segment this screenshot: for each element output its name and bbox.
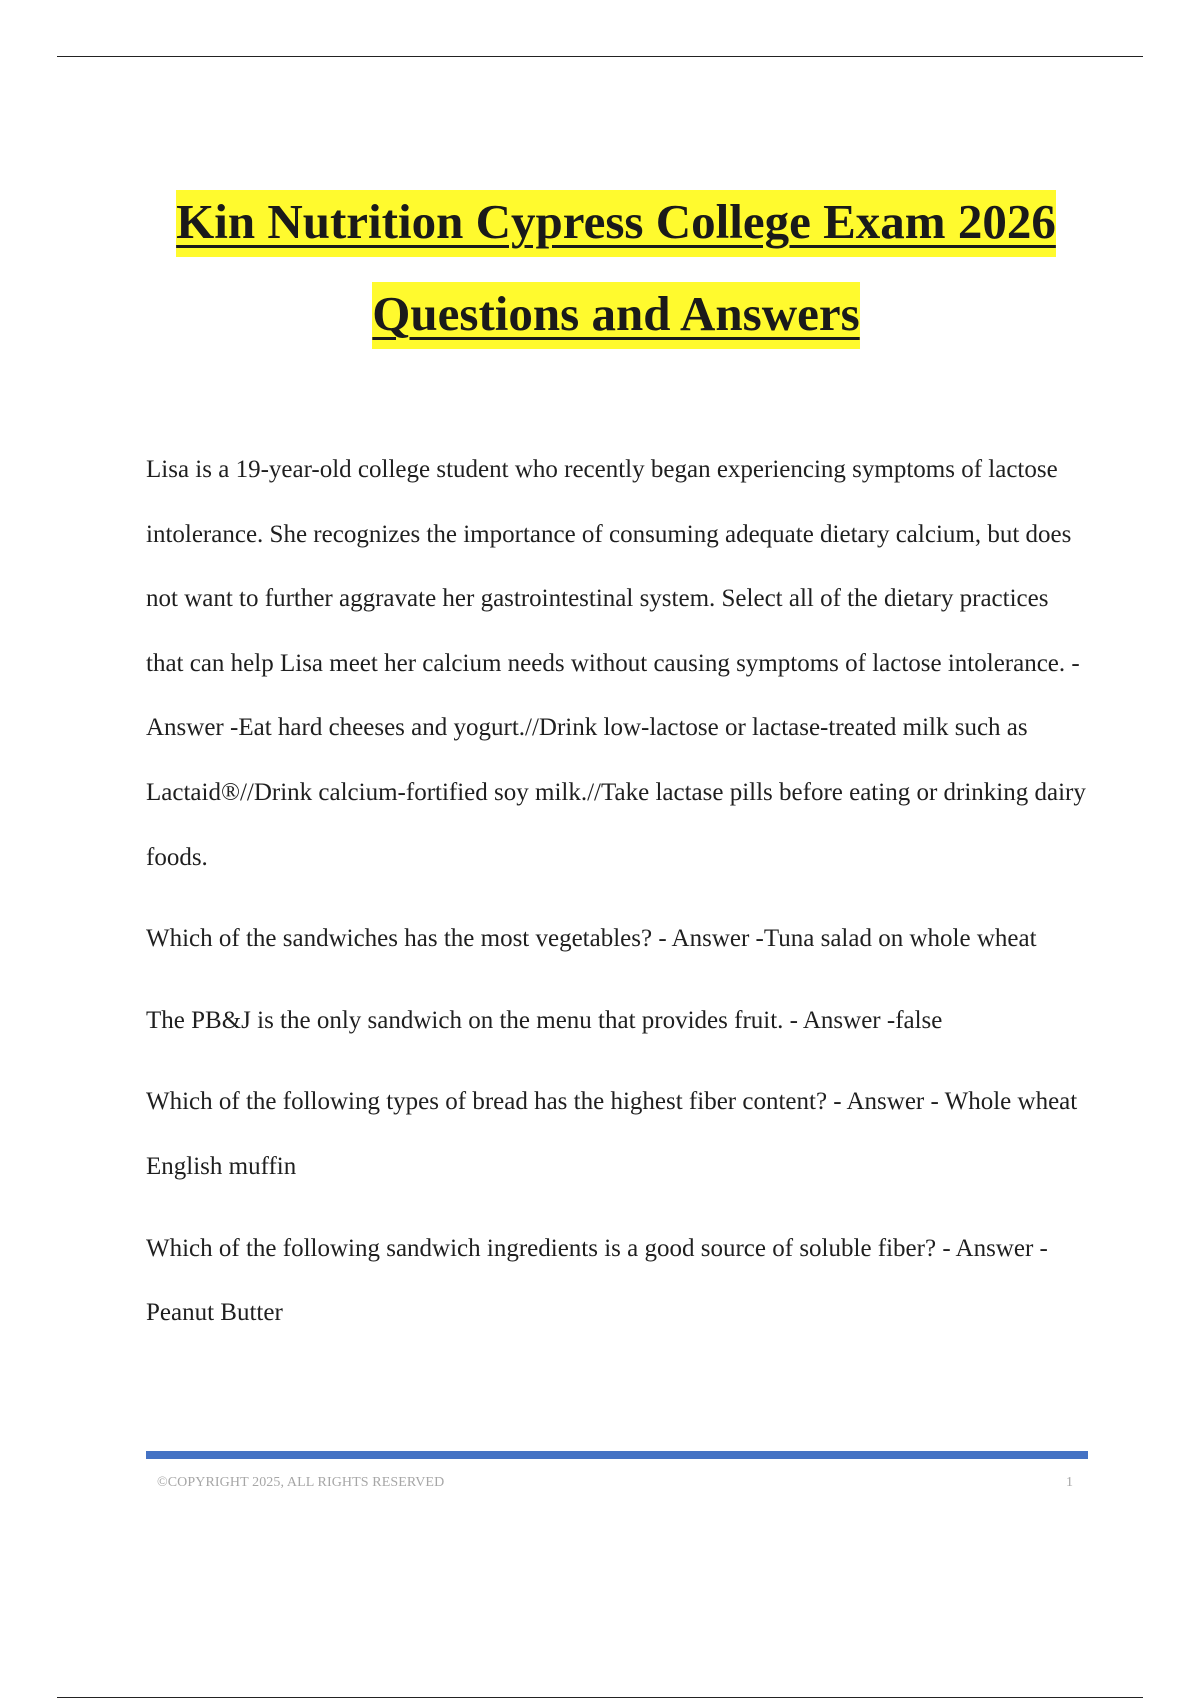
qa-item-soluble-fiber: Which of the following sandwich ingredients is a good source of soluble fiber? - Answer -Peanut Butter — [146, 1234, 1048, 1327]
qa-item-bread-fiber: Which of the following types of bread has the highest fiber content? - Answer - Whole wheat English muffin — [146, 1088, 1078, 1180]
title-line-2 — [146, 268, 1086, 360]
top-rule — [57, 56, 1143, 57]
bottom-rule — [57, 1697, 1143, 1698]
footer-page-number: 1 — [1066, 1475, 1073, 1490]
qa-item-lactose: Lisa is a 19-year-old college student who recently began experiencing symptoms of lactose intolerance. She recognizes the importance of consuming adequate dietary calcium, but does not want to further aggravate her gastrointestinal system. Select all of the dietary practices that can help Lisa meet her calcium needs without causing symptoms of lactose intolerance. - Answer -Eat hard cheeses and yogurt.//Drink low-lactose or lactase-treated milk such as Lactaid®//Drink calcium-fortified soy milk.//Take lactase pills before eating or drinking dairy foods. — [146, 456, 1086, 871]
qa-item-vegetables: Which of the sandwiches has the most vegetables? - Answer -Tuna salad on whole wheat — [146, 925, 1037, 953]
footer-copyright: ©COPYRIGHT 2025, ALL RIGHTS RESERVED — [157, 1475, 445, 1490]
footer-bar — [146, 1451, 1088, 1459]
document-title — [146, 176, 1086, 360]
title-line-1 — [146, 176, 1086, 268]
title-line-1-text: Kin Nutrition Cypress College Exam 2026 — [176, 190, 1056, 257]
title-line-2-text: Questions and Answers — [372, 282, 859, 349]
qa-item-pbj-fruit: The PB&J is the only sandwich on the menu that provides fruit. - Answer -false — [146, 1006, 943, 1034]
qa-content — [146, 438, 1092, 1363]
